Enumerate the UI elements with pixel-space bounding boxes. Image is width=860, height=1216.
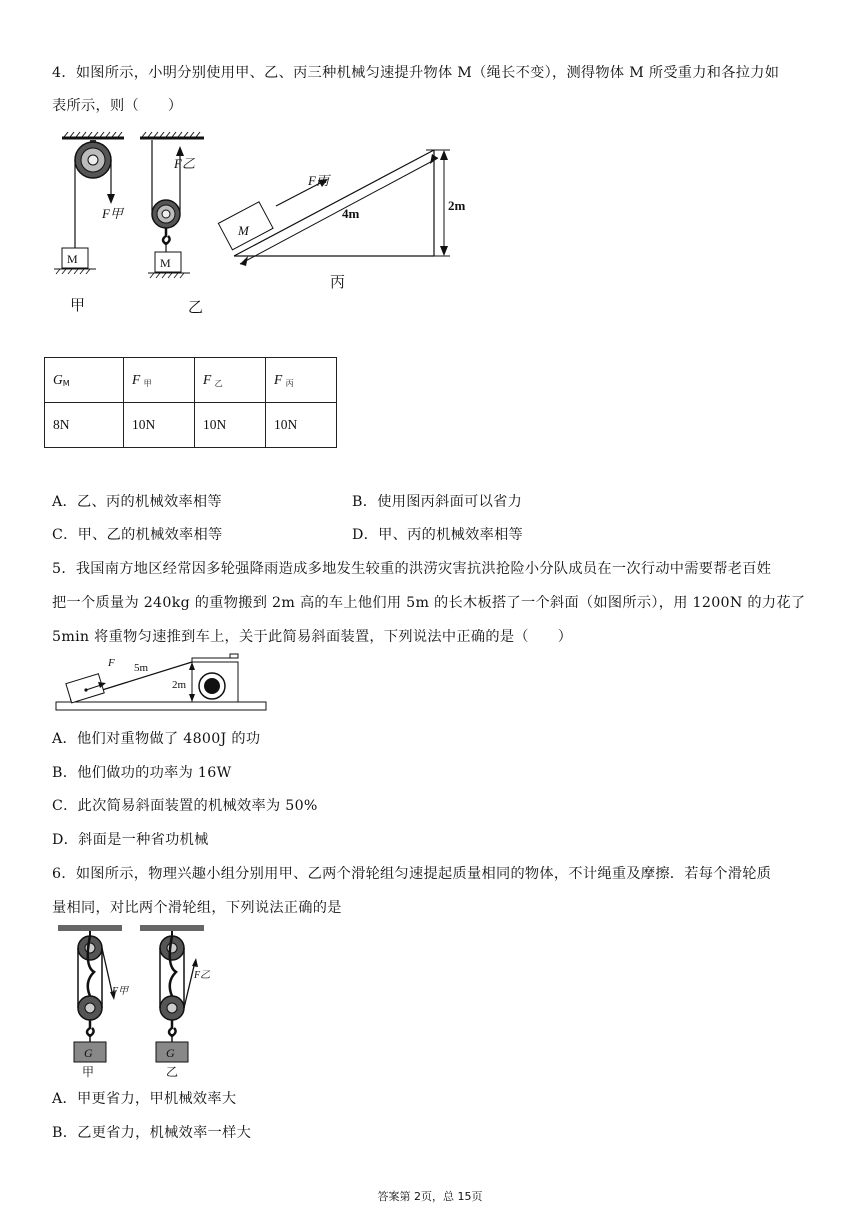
q6-weight-yi: G xyxy=(166,1046,175,1060)
header-f-jia: F $_甲$ xyxy=(124,358,195,403)
q6-label-jia: 甲 xyxy=(82,1065,95,1078)
mass-label-bing: M xyxy=(238,223,249,238)
q4-option-a[interactable]: A．乙、丙的机械效率相等 xyxy=(52,494,222,510)
length-label: 5m xyxy=(134,662,149,674)
q4-stem-line1: 4．如图所示，小明分别使用甲、乙、丙三种机械匀速提升物体 M（绳长不变），测得物体 M 所受重力和各拉力如 xyxy=(52,65,780,81)
q5-figure-incline xyxy=(52,652,270,716)
label-jia: 甲 xyxy=(70,298,86,314)
table-row xyxy=(45,403,337,448)
q6-weight-jia: G xyxy=(84,1046,93,1060)
value-f-bing: 10N xyxy=(266,403,337,448)
q4-data-table xyxy=(44,357,337,448)
f-bing-label: F丙 xyxy=(308,173,329,188)
q6-option-b[interactable]: B．乙更省力，机械效率一样大 xyxy=(52,1125,252,1141)
q4-option-d[interactable]: D．甲、丙的机械效率相等 xyxy=(352,527,524,543)
slope-height-label: 2m xyxy=(448,198,466,213)
q4-figure-jia xyxy=(52,130,152,315)
header-f-yi: F $_乙$ xyxy=(195,358,266,403)
value-f-yi: 10N xyxy=(195,403,266,448)
q5-stem-line2: 把一个质量为 240kg 的重物搬到 2m 高的车上他们用 5m 的长木板搭了一个斜面（如图所示），用 1200N 的力花了 xyxy=(52,595,806,611)
q5-option-c[interactable]: C．此次简易斜面装置的机械效率为 50% xyxy=(52,798,318,814)
f-yi-label: F乙 xyxy=(174,156,195,171)
q4-stem-line2: 表所示，则（ ） xyxy=(52,98,183,114)
force-label: F xyxy=(108,657,115,669)
q6-label-yi: 乙 xyxy=(166,1065,179,1078)
q6-stem-line2: 量相同，对比两个滑轮组，下列说法正确的是 xyxy=(52,900,342,916)
height-label: 2m xyxy=(172,679,187,691)
label-bing: 丙 xyxy=(330,275,346,291)
slope-length-label: 4m xyxy=(342,206,360,221)
table-header-row xyxy=(45,358,337,403)
header-gm: $G_M$ xyxy=(45,358,124,403)
q5-stem-line1: 5．我国南方地区经常因多轮强降雨造成多地发生较重的洪涝灾害抗洪抢险小分队成员在一次行动中需要帮老百姓 xyxy=(52,561,772,577)
q5-stem-line3: 5min 将重物匀速推到车上，关于此简易斜面装置，下列说法中正确的是（ ） xyxy=(52,629,573,645)
q6-f-yi: F乙 xyxy=(194,970,211,981)
q5-option-b[interactable]: B．他们做功的功率为 16W xyxy=(52,765,232,781)
label-yi: 乙 xyxy=(188,300,204,316)
q4-option-b[interactable]: B．使用图丙斜面可以省力 xyxy=(352,494,523,510)
q5-option-d[interactable]: D．斜面是一种省功机械 xyxy=(52,832,209,848)
q6-option-a[interactable]: A．甲更省力，甲机械效率大 xyxy=(52,1091,237,1107)
mass-label-jia: M xyxy=(67,252,78,266)
value-f-jia: 10N xyxy=(124,403,195,448)
mass-label-yi: M xyxy=(160,256,171,270)
q6-figure-pulleys xyxy=(54,922,224,1078)
q6-stem-line1: 6．如图所示，物理兴趣小组分别用甲、乙两个滑轮组匀速提起质量相同的物体，不计绳重及摩擦．若每个滑轮质 xyxy=(52,866,772,882)
q6-f-jia: F甲 xyxy=(112,986,129,997)
f-jia-label: F甲 xyxy=(102,206,123,221)
value-gm: 8N xyxy=(45,403,124,448)
header-f-bing: F $_丙$ xyxy=(266,358,337,403)
page-footer: 答案第 2页，总 15页 xyxy=(377,1190,483,1203)
q4-option-c[interactable]: C．甲、乙的机械效率相等 xyxy=(52,527,223,543)
q5-option-a[interactable]: A．他们对重物做了 4800J 的功 xyxy=(52,731,261,747)
q4-figure-bing xyxy=(210,140,490,295)
